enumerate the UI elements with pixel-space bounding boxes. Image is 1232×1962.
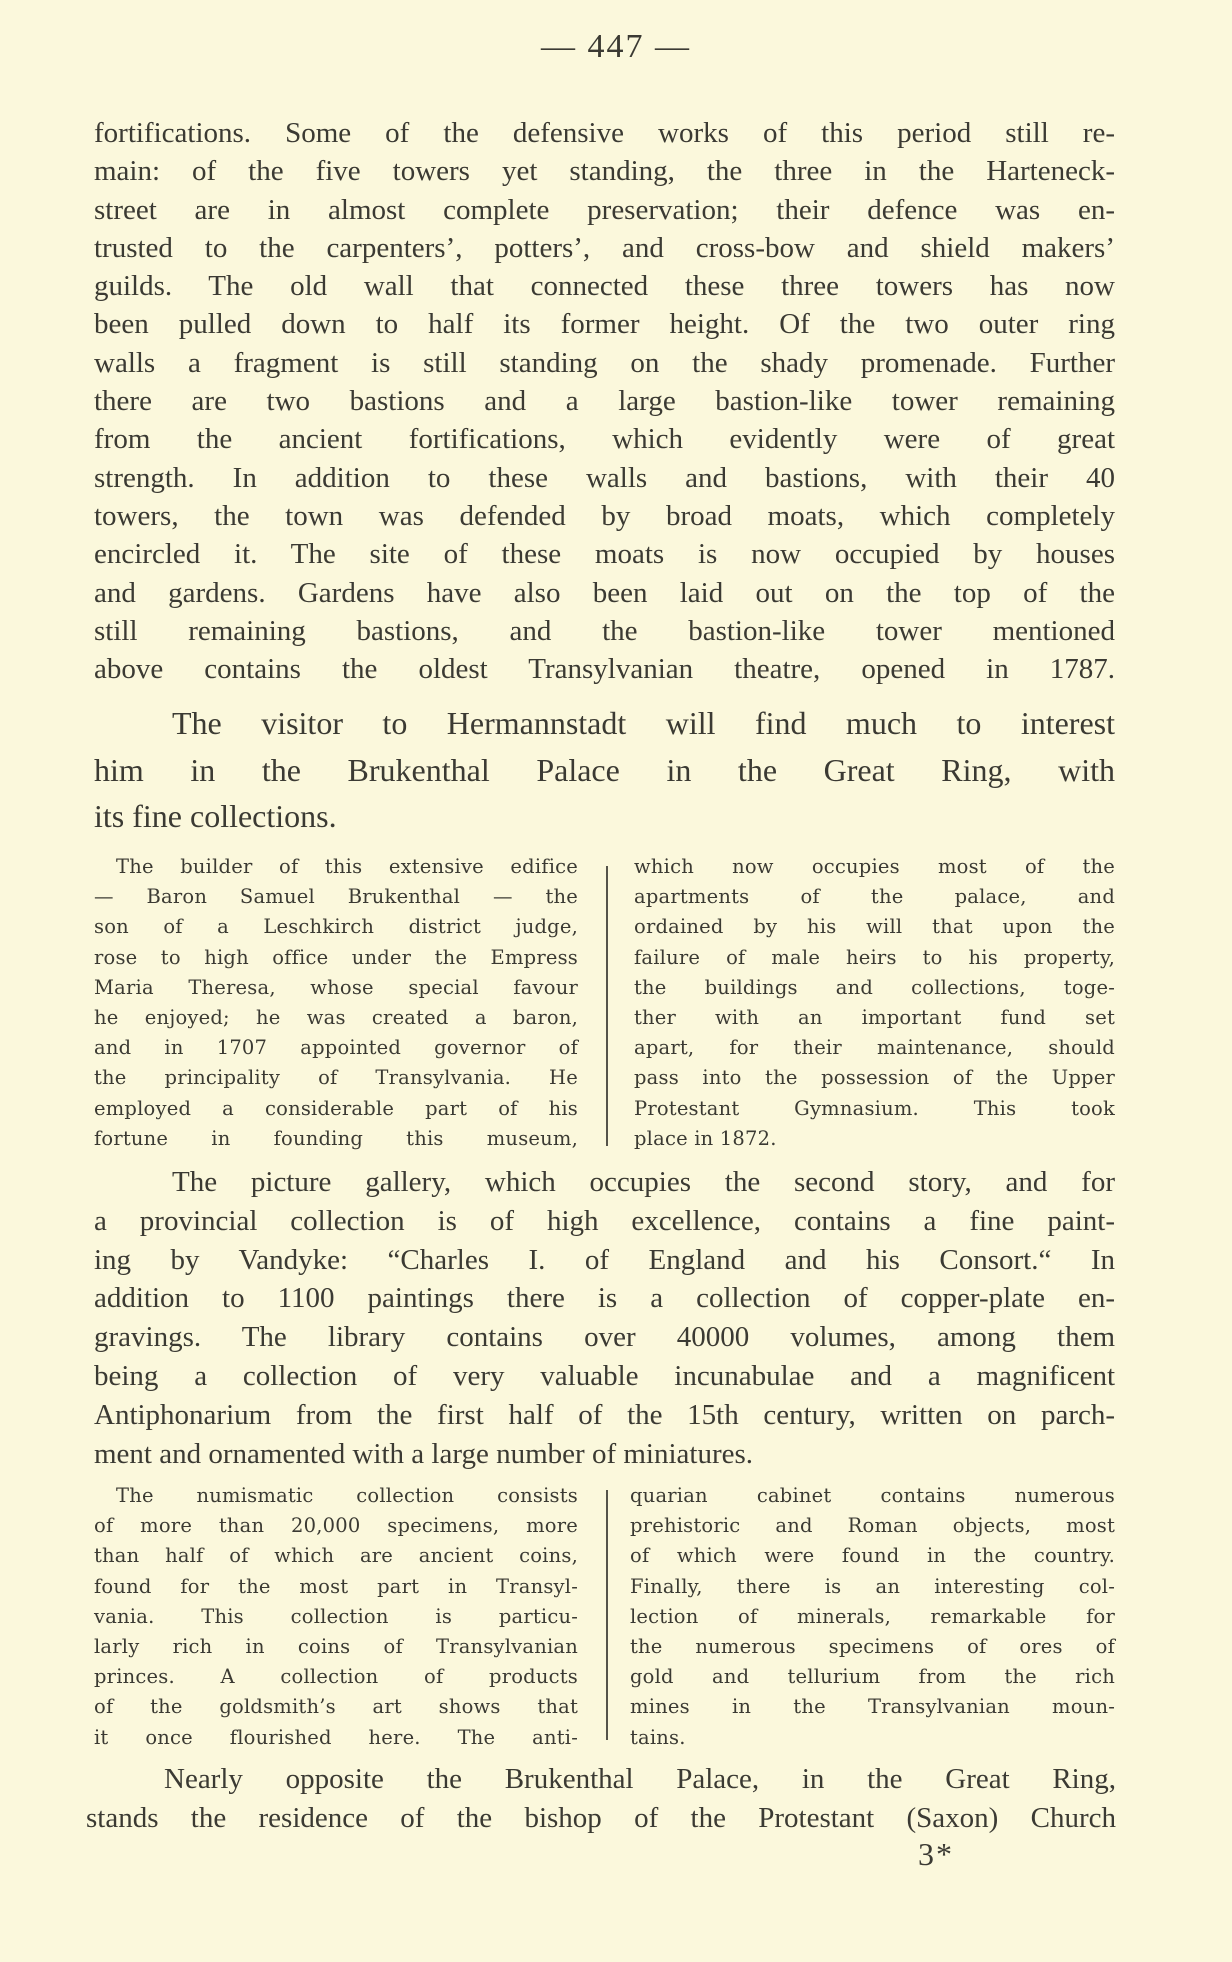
text-line: than half of which are ancient coins, bbox=[94, 1544, 578, 1568]
text-line: Protestant Gymnasium. This took bbox=[634, 1096, 1115, 1120]
text-line: guilds. The old wall that connected these three towers has now bbox=[94, 270, 1115, 303]
text-line: prehistoric and Roman objects, most bbox=[630, 1514, 1115, 1538]
text-line: strength. In addition to these walls and bastions, with their 40 bbox=[94, 461, 1115, 494]
text-line: towers, the town was defended by broad moats, which completely bbox=[94, 499, 1115, 532]
column-left-numismatic bbox=[94, 1481, 578, 1753]
text-line: from the ancient fortifications, which evidently were of great bbox=[94, 423, 1115, 456]
text-line: rose to high office under the Empress bbox=[94, 945, 578, 969]
text-line: its fine collections. bbox=[94, 798, 337, 834]
text-line: pass into the possession of the Upper bbox=[634, 1066, 1115, 1090]
text-line: the buildings and collections, toge- bbox=[634, 975, 1115, 999]
text-line: which now occupies most of the bbox=[634, 855, 1115, 878]
text-line: apart, for their maintenance, should bbox=[634, 1036, 1115, 1060]
text-line: Nearly opposite the Brukenthal Palace, in the Great Ring, bbox=[164, 1763, 1116, 1795]
text-line: stands the residence of the bishop of the Protestant (Saxon) Church bbox=[86, 1801, 1116, 1834]
text-line: ing by Vandyke: “Charles I. of England and his Consort.“ In bbox=[94, 1243, 1115, 1276]
paragraph-picture-gallery bbox=[94, 1163, 1115, 1473]
column-right-brukenthal bbox=[634, 852, 1115, 1154]
text-line: it once flourished here. The anti- bbox=[94, 1725, 578, 1749]
text-line: he enjoyed; he was created a baron, bbox=[94, 1006, 578, 1030]
signature-mark: 3* bbox=[918, 1836, 954, 1872]
text-line: street are in almost complete preservation; their defence was en- bbox=[94, 193, 1115, 226]
text-line: lection of minerals, remarkable for bbox=[630, 1604, 1115, 1628]
text-line: the principality of Transylvania. He bbox=[94, 1066, 578, 1090]
paragraph-fortifications bbox=[94, 114, 1115, 688]
text-line: tains. bbox=[630, 1725, 686, 1749]
text-line: walls a fragment is still standing on the shady promenade. Further bbox=[94, 346, 1115, 379]
text-line: larly rich in coins of Transylvanian bbox=[94, 1635, 578, 1659]
text-line: a provincial collection is of high excellence, contains a fine paint- bbox=[94, 1204, 1115, 1237]
page-number: — 447 — bbox=[541, 28, 691, 65]
text-line: addition to 1100 paintings there is a collection of copper-plate en- bbox=[94, 1282, 1115, 1315]
text-line: The picture gallery, which occupies the second story, and for bbox=[172, 1166, 1115, 1198]
text-line: gravings. The library contains over 40000 volumes, among them bbox=[94, 1321, 1115, 1354]
paragraph-visitor-intro bbox=[94, 700, 1115, 840]
text-line: The numismatic collection consists bbox=[116, 1484, 578, 1507]
text-line: him in the Brukenthal Palace in the Great Ring, with bbox=[94, 751, 1115, 788]
text-line: The builder of this extensive edifice bbox=[116, 855, 578, 878]
text-line: fortune in founding this museum, bbox=[94, 1126, 578, 1150]
text-line: of the goldsmith’s art shows that bbox=[94, 1695, 578, 1719]
text-line: place in 1872. bbox=[634, 1126, 777, 1150]
text-line: Maria Theresa, whose special favour bbox=[94, 975, 578, 999]
text-line: trusted to the carpenters’, potters’, and cross-bow and shield makers’ bbox=[94, 231, 1115, 264]
text-line: fortifications. Some of the defensive works of this period still re- bbox=[94, 117, 1115, 149]
text-line: mines in the Transylvanian moun- bbox=[630, 1695, 1115, 1719]
text-line: employed a considerable part of his bbox=[94, 1096, 578, 1120]
text-line: been pulled down to half its former height. Of the two outer ring bbox=[94, 308, 1115, 341]
paragraph-bishop-residence bbox=[86, 1760, 1116, 1838]
text-line: encircled it. The site of these moats is now occupied by houses bbox=[94, 538, 1115, 571]
text-line: vania. This collection is particu- bbox=[94, 1604, 578, 1628]
text-line: there are two bastions and a large bastion-like tower remaining bbox=[94, 385, 1115, 418]
text-line: main: of the five towers yet standing, the three in the Harteneck- bbox=[94, 155, 1115, 188]
text-line: ther with an important fund set bbox=[634, 1006, 1115, 1030]
text-line: and gardens. Gardens have also been laid out on the top of the bbox=[94, 576, 1115, 609]
text-line: ordained by his will that upon the bbox=[634, 915, 1115, 939]
column-divider bbox=[606, 866, 608, 1146]
text-line: princes. A collection of products bbox=[94, 1665, 578, 1689]
text-line: son of a Leschkirch district judge, bbox=[94, 915, 578, 939]
text-line: The visitor to Hermannstadt will find much to interest bbox=[172, 705, 1115, 741]
text-line: ment and ornamented with a large number of miniatures. bbox=[94, 1437, 754, 1470]
column-left-brukenthal bbox=[94, 852, 578, 1154]
text-line: failure of male heirs to his property, bbox=[634, 945, 1115, 969]
column-right-antiquarian bbox=[630, 1481, 1115, 1753]
text-line: quarian cabinet contains numerous bbox=[630, 1484, 1115, 1507]
text-line: and in 1707 appointed governor of bbox=[94, 1036, 578, 1060]
text-line: apartments of the palace, and bbox=[634, 885, 1115, 909]
text-line: gold and tellurium from the rich bbox=[630, 1665, 1115, 1689]
text-line: above contains the oldest Transylvanian theatre, opened in 1787. bbox=[94, 653, 1115, 686]
text-line: the numerous specimens of ores of bbox=[630, 1635, 1115, 1659]
text-line: found for the most part in Transyl- bbox=[94, 1574, 578, 1598]
text-line: Finally, there is an interesting col- bbox=[630, 1574, 1115, 1598]
text-line: Antiphonarium from the first half of the 15th century, written on parch- bbox=[94, 1398, 1115, 1431]
text-line: being a collection of very valuable incunabulae and a magnificent bbox=[94, 1359, 1115, 1392]
text-line: — Baron Samuel Brukenthal — the bbox=[94, 885, 578, 909]
column-divider bbox=[606, 1490, 608, 1740]
text-line: of more than 20,000 specimens, more bbox=[94, 1514, 578, 1538]
text-line: still remaining bastions, and the bastion-like tower mentioned bbox=[94, 614, 1115, 647]
text-line: of which were found in the country. bbox=[630, 1544, 1115, 1568]
